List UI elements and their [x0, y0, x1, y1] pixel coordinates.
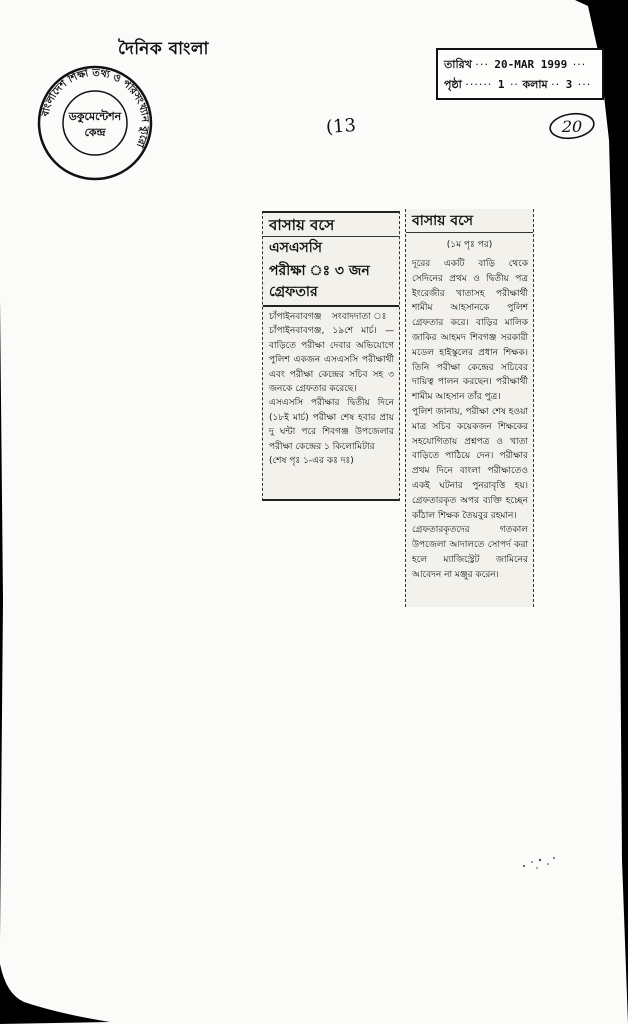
date-value: 20-MAR 1999: [494, 58, 568, 71]
continued-body: [406, 254, 533, 583]
clipping-headline-line1: এসএসসি: [269, 240, 323, 256]
seal-inner-line2: কেন্দ্র: [84, 126, 106, 139]
continued-from-note: (১ম পৃঃ পর): [446, 240, 493, 250]
news-clipping-main: [262, 211, 400, 501]
clipping-paragraph: এসএসসি পরীক্ষার দ্বিতীয় দিনে (১৮ই মার্চ) পরীক্ষা শেষ হবার প্রায় দু ঘন্টা পরে শিবগঞ্জ উপজেলার পরীক্ষা কেন্দ্রের ১ কিলোমিটার: [269, 398, 394, 452]
seal-inner-line1: ডকুমেন্টেশন: [68, 110, 122, 123]
date-stamp-box: [436, 48, 604, 100]
continued-paragraph: গ্রেফতারকৃতদের গতকাল উপজেলা আদালতে সোপর্দ করা হলে ম্যাজিস্ট্রেট জামিনের আবেদন না মঞ্জুর করেন।: [412, 525, 528, 580]
clipping-headline-line3: গ্রেফতার: [263, 283, 399, 307]
page-label: পৃষ্ঠা: [444, 78, 462, 91]
column-value: 3: [565, 78, 573, 91]
clipping-headline-line2: পরীক্ষা ঃ ৩ জন: [269, 263, 370, 279]
clipping-kicker: বাসায় বসে: [263, 213, 399, 237]
handwritten-number-text: 20: [561, 117, 583, 136]
scan-shadow: [0, 944, 628, 1024]
page-value: 1: [497, 78, 505, 91]
newspaper-name: দৈনিক বাংলা: [118, 39, 209, 59]
clipping-paragraph: চাঁপাইনবাবগঞ্জ সংবাদদাতা ঃ চাঁপাইনবাবগঞ্জ, ১৯শে মার্চ। — বাড়িতে পরীক্ষা দেবার অভিযোগে পুলিশ একজন এসএসসি পরীক্ষার্থী এবং পরীক্ষা কেন্দ্রের সচিব সহ ৩ জনকে গ্রেফতার করেছে।: [269, 312, 394, 395]
continued-paragraph: দূরের একটি বাড়ি থেকে সেদিনের প্রথম ও দ্বিতীয় পত্র ইংরেজীর খাতাসহ পরীক্ষার্থী শামীম আহসানকে পুলিশ গ্রেফতার করে। বাড়ির মালিক জাকির আহমদ শিবগঞ্জ সরকারী মডেল হাইস্কুলের প্রধান শিক্ষক। তিনি পরীক্ষা কেন্দ্রের সচিবের দায়িত্ব পালন করছেন। পরীক্ষার্থী শামীম আহসান তাঁর পুত্র।: [412, 259, 528, 403]
continued-paragraph: পুলিশ জানায়, পরীক্ষা শেষ হওয়া মাত্র সচিব কয়েকজন শিক্ষকের সহযোগিতায় প্রশ্নপত্র ও খাতা বাড়িতে পাঠিয়ে দেন। পরীক্ষার প্রথম দিনে বাংলা পরীক্ষাতেও একই ঘটনার পুনরাবৃত্তি হয়। গ্রেফতারকৃত অপর ব্যক্তি হচ্ছেন কাঁঠাল শিক্ষক তৈয়বুর রহমান।: [412, 406, 528, 521]
handwritten-reference: (13: [325, 114, 357, 139]
date-row: তারিখ ··· 20-MAR 1999 ···: [444, 58, 587, 71]
clipping-body: [263, 307, 399, 468]
scan-speckles: [520, 852, 560, 876]
news-clipping-continued: [405, 209, 534, 607]
handwritten-number: [548, 110, 596, 142]
seal-outer-text: বাংলাদেশ শিক্ষা তথ্য ও পরিসংখ্যান ব্যুরো: [40, 67, 151, 149]
date-label: তারিখ: [444, 58, 472, 71]
clipping-continuation-note: (শেষ পৃঃ ১-এর কঃ দঃ): [269, 456, 354, 467]
column-label: কলাম: [522, 78, 548, 91]
documentation-seal: [36, 64, 154, 182]
continued-kicker: বাসায় বসে: [406, 209, 533, 233]
page-column-row: পৃষ্ঠা ······ 1 ·· কলাম ·· 3 ···: [444, 78, 592, 91]
